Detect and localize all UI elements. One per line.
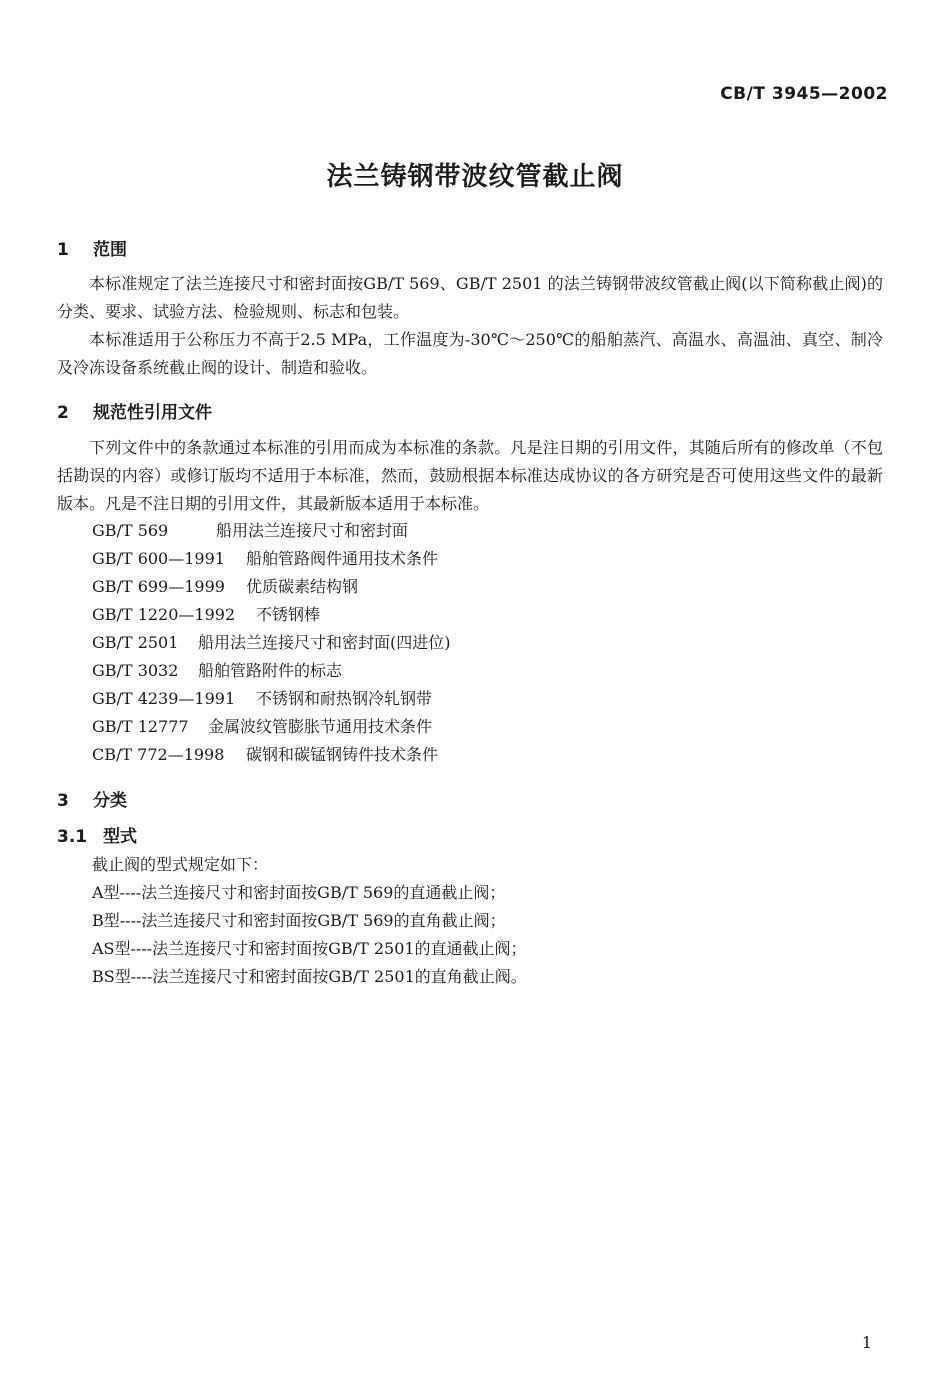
reference-item: [92, 686, 432, 709]
document-title: 法兰铸钢带波纹管截止阀: [326, 162, 624, 192]
type-item: BS型----法兰连接尺寸和密封面按GB/T 2501的直角截止阀。: [92, 967, 527, 986]
standard-code: CB/T 3945—2002: [720, 84, 888, 104]
section-2-heading: [57, 398, 212, 423]
reference-item: [92, 658, 342, 681]
reference-title: 不锈钢棒: [256, 605, 321, 624]
reference-title: 船舶管路附件的标志: [198, 661, 343, 680]
reference-item: [92, 518, 408, 541]
reference-code: GB/T 1220—1992: [92, 605, 236, 624]
reference-title: 船用法兰连接尺寸和密封面(四进位): [198, 633, 451, 652]
reference-item: [92, 602, 320, 625]
reference-item: [92, 546, 438, 569]
section-1-paragraph-2: 本标准适用于公称压力不高于2.5 MPa，工作温度为-30℃～250℃的船舶蒸汽、高温水、高温油、真空、制冷及冷冻设备系统截止阀的设计、制造和验收。: [57, 330, 883, 377]
section-title: 分类: [93, 791, 127, 811]
subsection-number: 3.1: [57, 827, 88, 847]
type-item: B型----法兰连接尺寸和密封面按GB/T 569的直角截止阀；: [92, 911, 506, 930]
type-item: AS型----法兰连接尺寸和密封面按GB/T 2501的直通截止阀；: [92, 939, 527, 958]
reference-code: CB/T 772—1998: [92, 745, 225, 764]
type-intro: 截止阀的型式规定如下：: [92, 855, 269, 874]
reference-title: 碳钢和碳锰钢铸件技术条件: [246, 745, 439, 764]
reference-code: GB/T 600—1991: [92, 549, 225, 568]
section-3-heading: [57, 786, 127, 811]
reference-item: [92, 742, 438, 765]
reference-title: 金属波纹管膨胀节通用技术条件: [208, 717, 433, 736]
reference-code: GB/T 2501: [92, 633, 179, 652]
reference-item: [92, 714, 432, 737]
reference-item: [92, 574, 358, 597]
reference-title: 优质碳素结构钢: [246, 577, 359, 596]
section-number: 2: [57, 403, 69, 423]
reference-code: GB/T 12777: [92, 717, 189, 736]
section-title: 范围: [93, 240, 127, 260]
reference-title: 不锈钢和耐热钢冷轧钢带: [256, 689, 433, 708]
reference-code: GB/T 3032: [92, 661, 179, 680]
page-number: 1: [861, 1333, 872, 1352]
section-2-paragraph: 下列文件中的条款通过本标准的引用而成为本标准的条款。凡是注日期的引用文件，其随后所有的修改单（不包括勘误的内容）或修订版均不适用于本标准，然而，鼓励根据本标准达成协议的各方研究是否可使用这些文件的最新版本。凡是不注日期的引用文件，其最新版本适用于本标准。: [57, 438, 883, 513]
reference-title: 船舶管路阀件通用技术条件: [246, 549, 439, 568]
reference-title: 船用法兰连接尺寸和密封面: [216, 521, 409, 540]
subsection-3-1-heading: [57, 822, 137, 847]
subsection-title: 型式: [103, 827, 137, 847]
section-1-paragraph-1: 本标准规定了法兰连接尺寸和密封面按GB/T 569、GB/T 2501 的法兰铸钢带波纹管截止阀(以下简称截止阀)的分类、要求、试验方法、检验规则、标志和包装。: [57, 274, 883, 321]
section-1-heading: [57, 235, 127, 260]
type-item: A型----法兰连接尺寸和密封面按GB/T 569的直通截止阀；: [92, 883, 506, 902]
section-number: 1: [57, 240, 69, 260]
reference-code: GB/T 699—1999: [92, 577, 225, 596]
section-number: 3: [57, 791, 69, 811]
reference-item: [92, 630, 451, 653]
section-title: 规范性引用文件: [93, 403, 212, 423]
reference-code: GB/T 4239—1991: [92, 689, 236, 708]
reference-code: GB/T 569: [92, 521, 169, 540]
